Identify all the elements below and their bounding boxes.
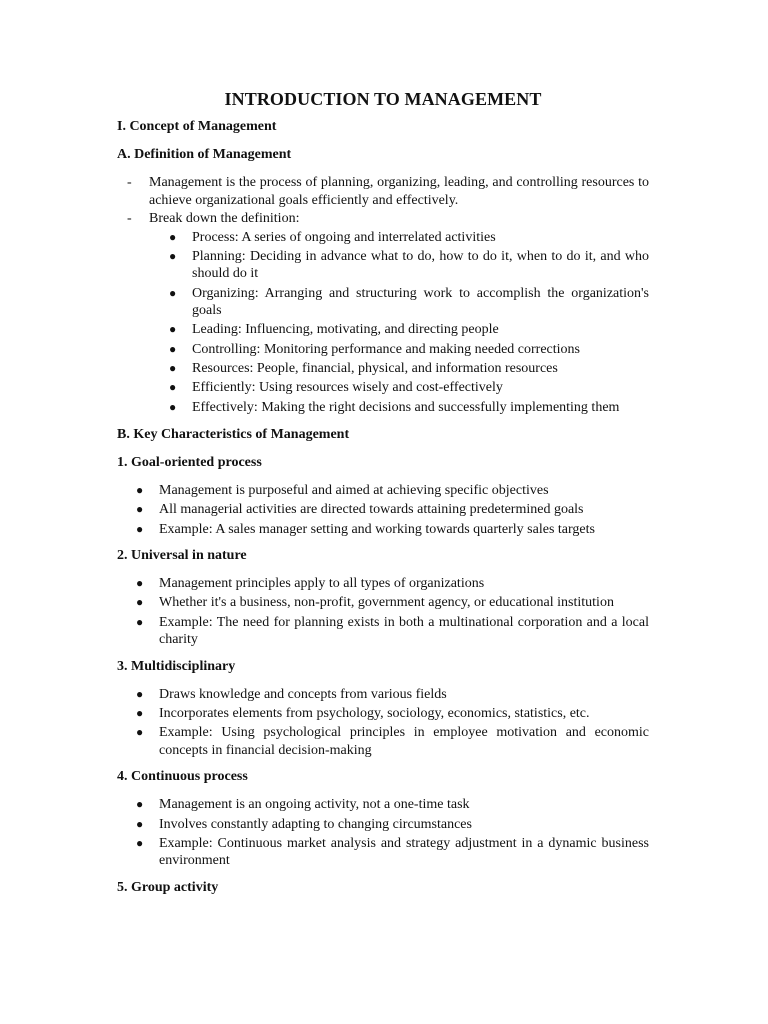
list-item-text: Process: A series of ongoing and interrelated activities: [192, 229, 496, 245]
list-item-text: Leading: Influencing, motivating, and directing people: [192, 322, 499, 338]
list-item: [117, 248, 649, 283]
list-item-text: Efficiently: Using resources wisely and cost-effectively: [192, 380, 503, 396]
list-item: [117, 835, 649, 870]
bullet-icon: ●: [136, 595, 144, 610]
list-item-text: Management is the process of planning, organizing, leading, and controlling resources to achieve organizational goals efficiently and effectively.: [149, 175, 649, 208]
list-item-text: Example: The need for planning exists in both a multinational corporation and a local charity: [159, 614, 649, 648]
bullet-icon: ●: [169, 322, 177, 337]
list-item: [117, 379, 649, 397]
dash-marker: -: [127, 211, 132, 226]
list-item-text: Effectively: Making the right decisions and successfully implementing them: [192, 399, 620, 415]
list-item-text: Planning: Deciding in advance what to do, how to do it, when to do it, and who should do it: [192, 248, 649, 282]
list-item: [117, 705, 649, 723]
list-item-text: Management is an ongoing activity, not a one-time task: [159, 797, 470, 813]
list-item: [117, 360, 649, 378]
list-item-text: Whether it's a business, non-profit, government agency, or educational institution: [159, 595, 614, 611]
list-item: [117, 614, 649, 649]
bullet-icon: ●: [136, 706, 144, 721]
document-page: [117, 86, 649, 907]
list-item-text: Example: A sales manager setting and working towards quarterly sales targets: [159, 521, 595, 537]
subsection-heading-definition: A. Definition of Management: [117, 147, 292, 162]
list-item: [117, 521, 649, 539]
list-item-text: Involves constantly adapting to changing circumstances: [159, 816, 472, 832]
characteristic-heading-goal-oriented: 1. Goal-oriented process: [117, 455, 262, 471]
list-item: [117, 341, 649, 359]
list-item: [117, 724, 649, 759]
list-item-text: Example: Using psychological principles in employee motivation and economic concepts in financial decision-making: [159, 725, 649, 758]
list-item: [117, 594, 649, 612]
dash-marker: -: [127, 175, 132, 190]
list-item-text: Management principles apply to all types of organizations: [159, 576, 485, 592]
characteristic-heading-universal: 2. Universal in nature: [117, 548, 247, 564]
list-item: [117, 210, 649, 228]
section-heading-concept: I. Concept of Management: [117, 119, 277, 134]
bullet-icon: ●: [136, 835, 144, 850]
list-item: [117, 796, 649, 814]
definition-list: [117, 174, 649, 228]
list-item: [117, 174, 649, 209]
bullet-icon: ●: [169, 399, 177, 414]
bullet-icon: ●: [136, 816, 144, 831]
bullet-icon: ●: [169, 341, 177, 356]
list-item: [117, 285, 649, 320]
breakdown-list: [117, 229, 649, 417]
list-item-text: Example: Continuous market analysis and strategy adjustment in a dynamic business environment: [159, 835, 649, 869]
bullet-icon: ●: [136, 725, 144, 740]
list-item: [117, 482, 649, 500]
bullet-icon: ●: [136, 614, 144, 629]
continuous-list: [117, 796, 649, 870]
list-item-text: Resources: People, financial, physical, and information resources: [192, 360, 558, 376]
bullet-icon: ●: [136, 797, 144, 812]
list-item-text: Draws knowledge and concepts from various fields: [159, 686, 447, 702]
bullet-icon: ●: [169, 380, 177, 395]
bullet-icon: ●: [136, 521, 144, 536]
characteristic-heading-continuous: 4. Continuous process: [117, 769, 248, 785]
multidisciplinary-list: [117, 686, 649, 760]
list-item: [117, 686, 649, 704]
characteristic-heading-multidisciplinary: 3. Multidisciplinary: [117, 658, 236, 674]
list-item: [117, 229, 649, 247]
bullet-icon: ●: [169, 248, 177, 263]
list-item: [117, 399, 649, 417]
list-item: [117, 575, 649, 593]
list-item-text: Break down the definition:: [149, 211, 300, 226]
goal-oriented-list: [117, 482, 649, 538]
list-item-text: Organizing: Arranging and structuring work to accomplish the organization's goals: [192, 285, 649, 319]
list-item: [117, 816, 649, 834]
list-item-text: Management is purposeful and aimed at achieving specific objectives: [159, 483, 549, 499]
bullet-icon: ●: [169, 229, 177, 244]
bullet-icon: ●: [136, 686, 144, 701]
bullet-icon: ●: [169, 285, 177, 300]
list-item: [117, 501, 649, 519]
bullet-icon: ●: [136, 483, 144, 498]
list-item: [117, 321, 649, 339]
list-item-text: Controlling: Monitoring performance and making needed corrections: [192, 341, 581, 357]
list-item-text: All managerial activities are directed towards attaining predetermined goals: [159, 502, 584, 518]
universal-list: [117, 575, 649, 649]
list-item-text: Incorporates elements from psychology, sociology, economics, statistics, etc.: [159, 706, 590, 722]
bullet-icon: ●: [136, 576, 144, 591]
subsection-heading-characteristics: B. Key Characteristics of Management: [117, 427, 350, 443]
bullet-icon: ●: [169, 360, 177, 375]
characteristic-heading-group-activity: 5. Group activity: [117, 879, 219, 895]
bullet-icon: ●: [136, 502, 144, 517]
document-title: INTRODUCTION TO MANAGEMENT: [224, 89, 542, 109]
